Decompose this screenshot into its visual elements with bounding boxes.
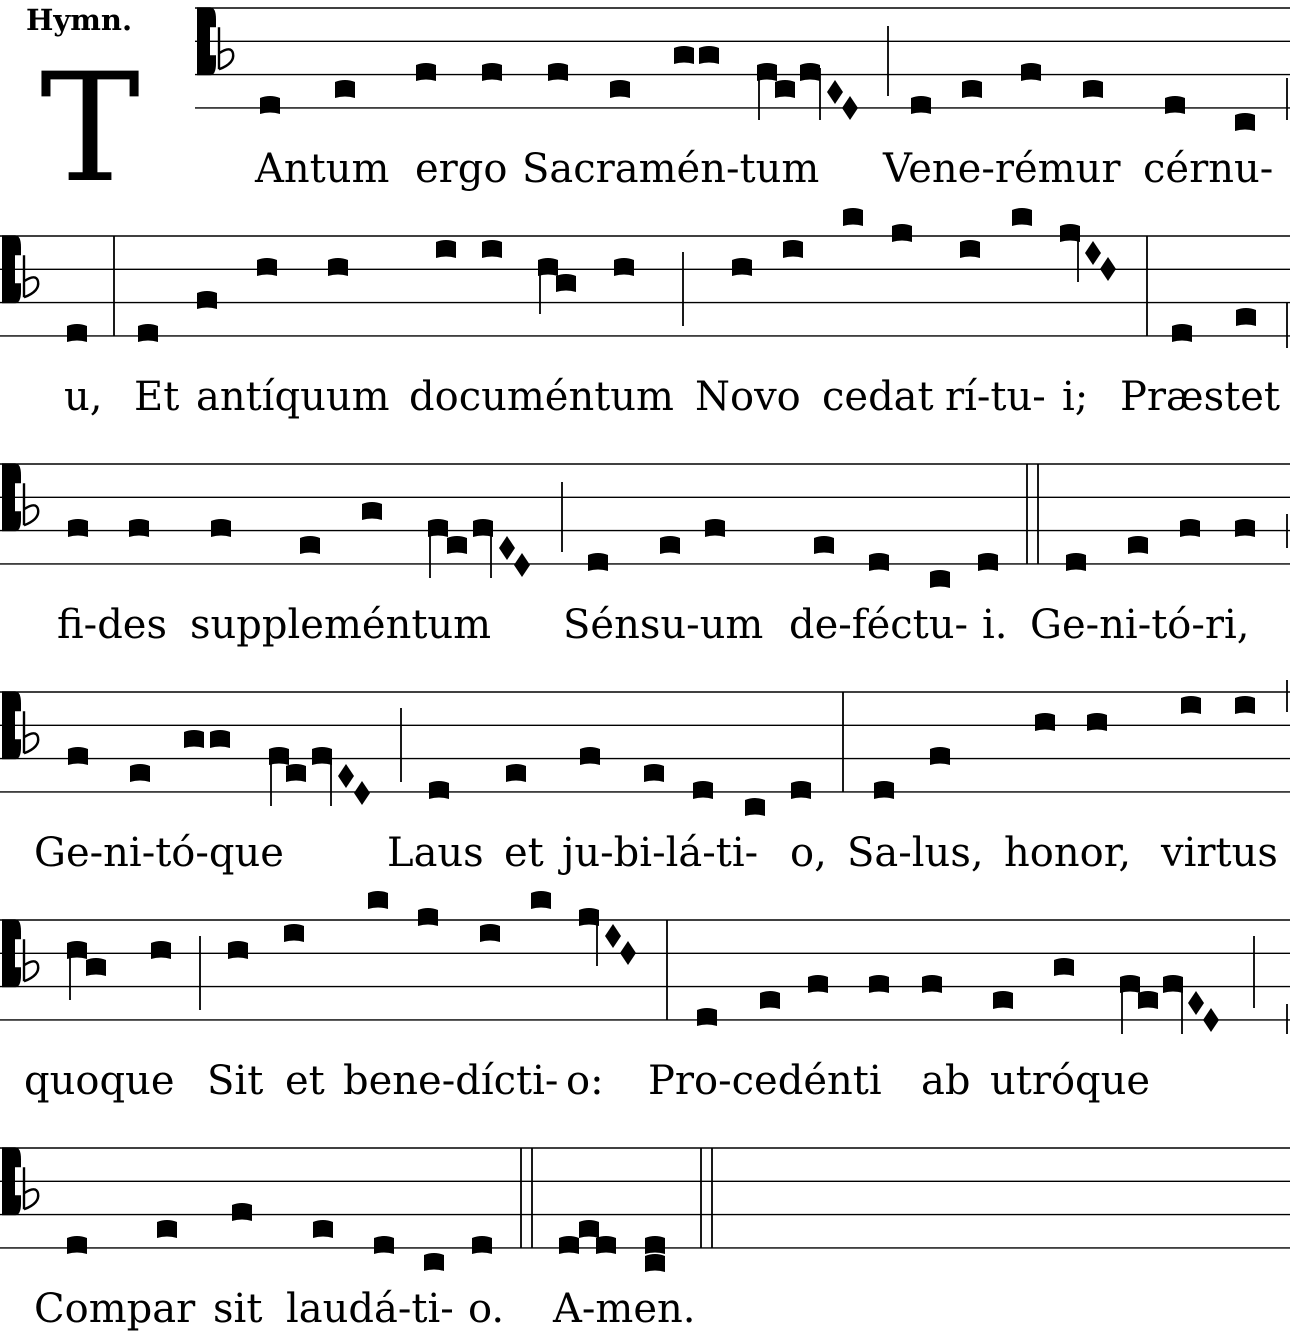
punctum-note xyxy=(197,291,217,309)
system-2-lyrics xyxy=(64,374,1280,420)
lyric-word: fi-des xyxy=(57,602,167,648)
flat-sign xyxy=(24,255,38,297)
punctum-note xyxy=(760,991,780,1009)
punctum-note xyxy=(138,324,158,342)
punctum-note xyxy=(416,63,436,81)
punctum-note xyxy=(1021,63,1041,81)
punctum-note xyxy=(269,747,289,765)
punctum-note xyxy=(428,519,448,537)
lyric-word: et xyxy=(285,1058,325,1104)
rhombus-note xyxy=(1203,1008,1219,1032)
lyric-word: cedat xyxy=(822,374,934,420)
lyric-word: virtus xyxy=(1161,830,1278,876)
punctum-note xyxy=(783,240,803,258)
punctum-note xyxy=(911,96,931,114)
lyric-word: i. xyxy=(982,602,1008,648)
punctum-note xyxy=(300,536,320,554)
punctum-note xyxy=(1235,113,1255,131)
punctum-note xyxy=(960,240,980,258)
punctum-note xyxy=(791,781,811,799)
hymn-label: Hymn. xyxy=(26,3,133,37)
rhombus-note xyxy=(1085,241,1101,265)
rhombus-note xyxy=(499,536,515,560)
punctum-note xyxy=(67,941,87,959)
lyric-word: documéntum xyxy=(409,374,674,420)
punctum-note xyxy=(559,1236,579,1254)
punctum-note xyxy=(418,908,438,926)
punctum-note xyxy=(1128,536,1148,554)
punctum-note xyxy=(232,1203,252,1221)
punctum-note xyxy=(644,764,664,782)
initial-letter: T xyxy=(40,42,141,216)
punctum-note xyxy=(129,519,149,537)
punctum-note xyxy=(482,240,502,258)
punctum-note xyxy=(874,781,894,799)
lyric-word: Vene-rémur xyxy=(883,146,1121,192)
clef-block xyxy=(2,463,15,531)
lyric-word: Et xyxy=(134,374,180,420)
punctum-note xyxy=(1235,696,1255,714)
lyric-word: suppleméntum xyxy=(190,602,492,648)
punctum-note xyxy=(892,224,912,242)
punctum-note xyxy=(745,798,765,816)
punctum-note xyxy=(596,1236,616,1254)
punctum-note xyxy=(286,764,306,782)
lyric-word: ab xyxy=(921,1058,971,1104)
punctum-note xyxy=(210,730,230,748)
punctum-note xyxy=(284,924,304,942)
punctum-note xyxy=(869,553,889,571)
punctum-note xyxy=(1236,308,1256,326)
clef-block xyxy=(2,919,15,987)
punctum-note xyxy=(86,958,106,976)
lyric-word: antíquum xyxy=(196,374,390,420)
punctum-note xyxy=(1120,975,1140,993)
rhombus-note xyxy=(1100,257,1116,281)
lyric-word: ergo xyxy=(415,146,508,192)
punctum-note xyxy=(531,891,551,909)
punctum-note xyxy=(548,63,568,81)
lyric-word: utróque xyxy=(990,1058,1151,1104)
punctum-note xyxy=(313,1220,333,1238)
punctum-note xyxy=(579,908,599,926)
punctum-note xyxy=(1138,991,1158,1009)
punctum-note xyxy=(1181,696,1201,714)
lyric-word: honor, xyxy=(1004,830,1132,876)
punctum-note xyxy=(732,258,752,276)
clef-block xyxy=(2,1147,15,1215)
punctum-note xyxy=(699,46,719,64)
rhombus-note xyxy=(1188,991,1204,1015)
punctum-note xyxy=(482,63,502,81)
lyric-word: ju-bi-lá-ti- xyxy=(562,830,759,876)
punctum-note xyxy=(151,941,171,959)
punctum-note xyxy=(67,324,87,342)
punctum-note xyxy=(1172,324,1192,342)
system-5-lyrics xyxy=(24,1058,1150,1104)
lyric-word: Ge-ni-tó-ri, xyxy=(1030,602,1250,648)
lyric-word: o. xyxy=(468,1286,505,1332)
lyric-word: quoque xyxy=(24,1058,175,1104)
lyric-word: Novo xyxy=(695,374,801,420)
rhombus-note xyxy=(842,96,858,120)
lyric-word: Antum xyxy=(255,146,390,192)
punctum-note xyxy=(68,519,88,537)
lyric-word: o: xyxy=(566,1058,604,1104)
rhombus-note xyxy=(354,781,370,805)
lyric-word: Sénsu-um xyxy=(563,602,764,648)
punctum-note xyxy=(1165,96,1185,114)
flat-sign xyxy=(24,939,38,981)
punctum-note xyxy=(1060,224,1080,242)
punctum-note xyxy=(579,1220,599,1238)
punctum-note xyxy=(808,975,828,993)
punctum-note xyxy=(1163,975,1183,993)
punctum-note xyxy=(869,975,889,993)
lyric-word: Ge-ni-tó-que xyxy=(34,830,284,876)
punctum-note xyxy=(436,240,456,258)
punctum-note xyxy=(922,975,942,993)
system-4-lyrics xyxy=(34,830,1278,876)
lyric-word: laudá-ti- xyxy=(286,1286,454,1332)
punctum-note xyxy=(930,570,950,588)
punctum-note xyxy=(978,553,998,571)
punctum-note xyxy=(312,747,332,765)
punctum-note xyxy=(556,274,576,292)
punctum-note xyxy=(588,553,608,571)
punctum-note xyxy=(328,258,348,276)
clef-block xyxy=(2,235,15,303)
punctum-note xyxy=(1083,80,1103,98)
punctum-note xyxy=(429,781,449,799)
lyric-word: bene-dícti- xyxy=(343,1058,559,1104)
punctum-note xyxy=(814,536,834,554)
punctum-note xyxy=(538,258,558,276)
rhombus-note xyxy=(605,924,621,948)
punctum-note xyxy=(1087,713,1107,731)
lyric-word: cérnu- xyxy=(1143,146,1274,192)
punctum-note xyxy=(447,536,467,554)
punctum-note xyxy=(580,747,600,765)
punctum-note xyxy=(506,764,526,782)
punctum-note xyxy=(1054,958,1074,976)
lyric-word: A-men. xyxy=(553,1286,696,1332)
punctum-note xyxy=(184,730,204,748)
lyric-word: o, xyxy=(790,830,827,876)
punctum-note xyxy=(693,781,713,799)
system-3-lyrics xyxy=(57,602,1250,648)
lyric-word: Sa-lus, xyxy=(847,830,984,876)
punctum-note xyxy=(930,747,950,765)
punctum-note xyxy=(157,1220,177,1238)
lyric-word: Sit xyxy=(207,1058,264,1104)
lyric-word: Præstet xyxy=(1120,374,1280,420)
punctum-note xyxy=(374,1236,394,1254)
punctum-note xyxy=(480,924,500,942)
punctum-note xyxy=(775,80,795,98)
punctum-note xyxy=(660,536,680,554)
punctum-note xyxy=(674,46,694,64)
rhombus-note xyxy=(827,80,843,104)
lyric-word: u, xyxy=(64,374,103,420)
lyric-word: Pro-cedénti xyxy=(648,1058,882,1104)
punctum-note xyxy=(1066,553,1086,571)
punctum-note xyxy=(257,258,277,276)
punctum-note xyxy=(368,891,388,909)
lyric-word: Compar xyxy=(34,1286,196,1332)
punctum-note xyxy=(610,80,630,98)
flat-sign xyxy=(24,1167,38,1209)
punctum-note xyxy=(211,519,231,537)
punctum-note xyxy=(1180,519,1200,537)
punctum-note xyxy=(800,63,820,81)
punctum-note xyxy=(645,1236,665,1254)
lyric-word: et xyxy=(504,830,544,876)
rhombus-note xyxy=(514,553,530,577)
clef-block xyxy=(2,691,15,759)
punctum-note xyxy=(1035,713,1055,731)
rhombus-note xyxy=(338,764,354,788)
punctum-note xyxy=(228,941,248,959)
flat-sign xyxy=(219,27,233,69)
punctum-note xyxy=(260,96,280,114)
punctum-note xyxy=(335,80,355,98)
lyric-word: de-féctu- xyxy=(789,602,969,648)
lyric-word: Laus xyxy=(387,830,484,876)
punctum-note xyxy=(614,258,634,276)
system-6-lyrics xyxy=(34,1286,695,1332)
punctum-note xyxy=(424,1253,444,1271)
punctum-note xyxy=(1235,519,1255,537)
lyric-word: Sacramén-tum xyxy=(522,146,820,192)
system-1-lyrics xyxy=(254,146,1273,192)
flat-sign xyxy=(24,483,38,525)
punctum-note xyxy=(705,519,725,537)
punctum-note xyxy=(645,1254,665,1272)
punctum-note xyxy=(68,747,88,765)
punctum-note xyxy=(697,1008,717,1026)
punctum-note xyxy=(962,80,982,98)
punctum-note xyxy=(473,519,493,537)
punctum-note xyxy=(472,1236,492,1254)
punctum-note xyxy=(843,208,863,226)
punctum-note xyxy=(1012,208,1032,226)
rhombus-note xyxy=(620,941,636,965)
clef-block xyxy=(197,7,210,75)
punctum-note xyxy=(362,502,382,520)
lyric-word: sit xyxy=(213,1286,263,1332)
lyric-word: rí-tu- xyxy=(945,374,1046,420)
punctum-note xyxy=(67,1236,87,1254)
punctum-note xyxy=(130,764,150,782)
lyric-word: i; xyxy=(1062,374,1089,420)
flat-sign xyxy=(24,711,38,753)
punctum-note xyxy=(757,63,777,81)
punctum-note xyxy=(993,991,1013,1009)
